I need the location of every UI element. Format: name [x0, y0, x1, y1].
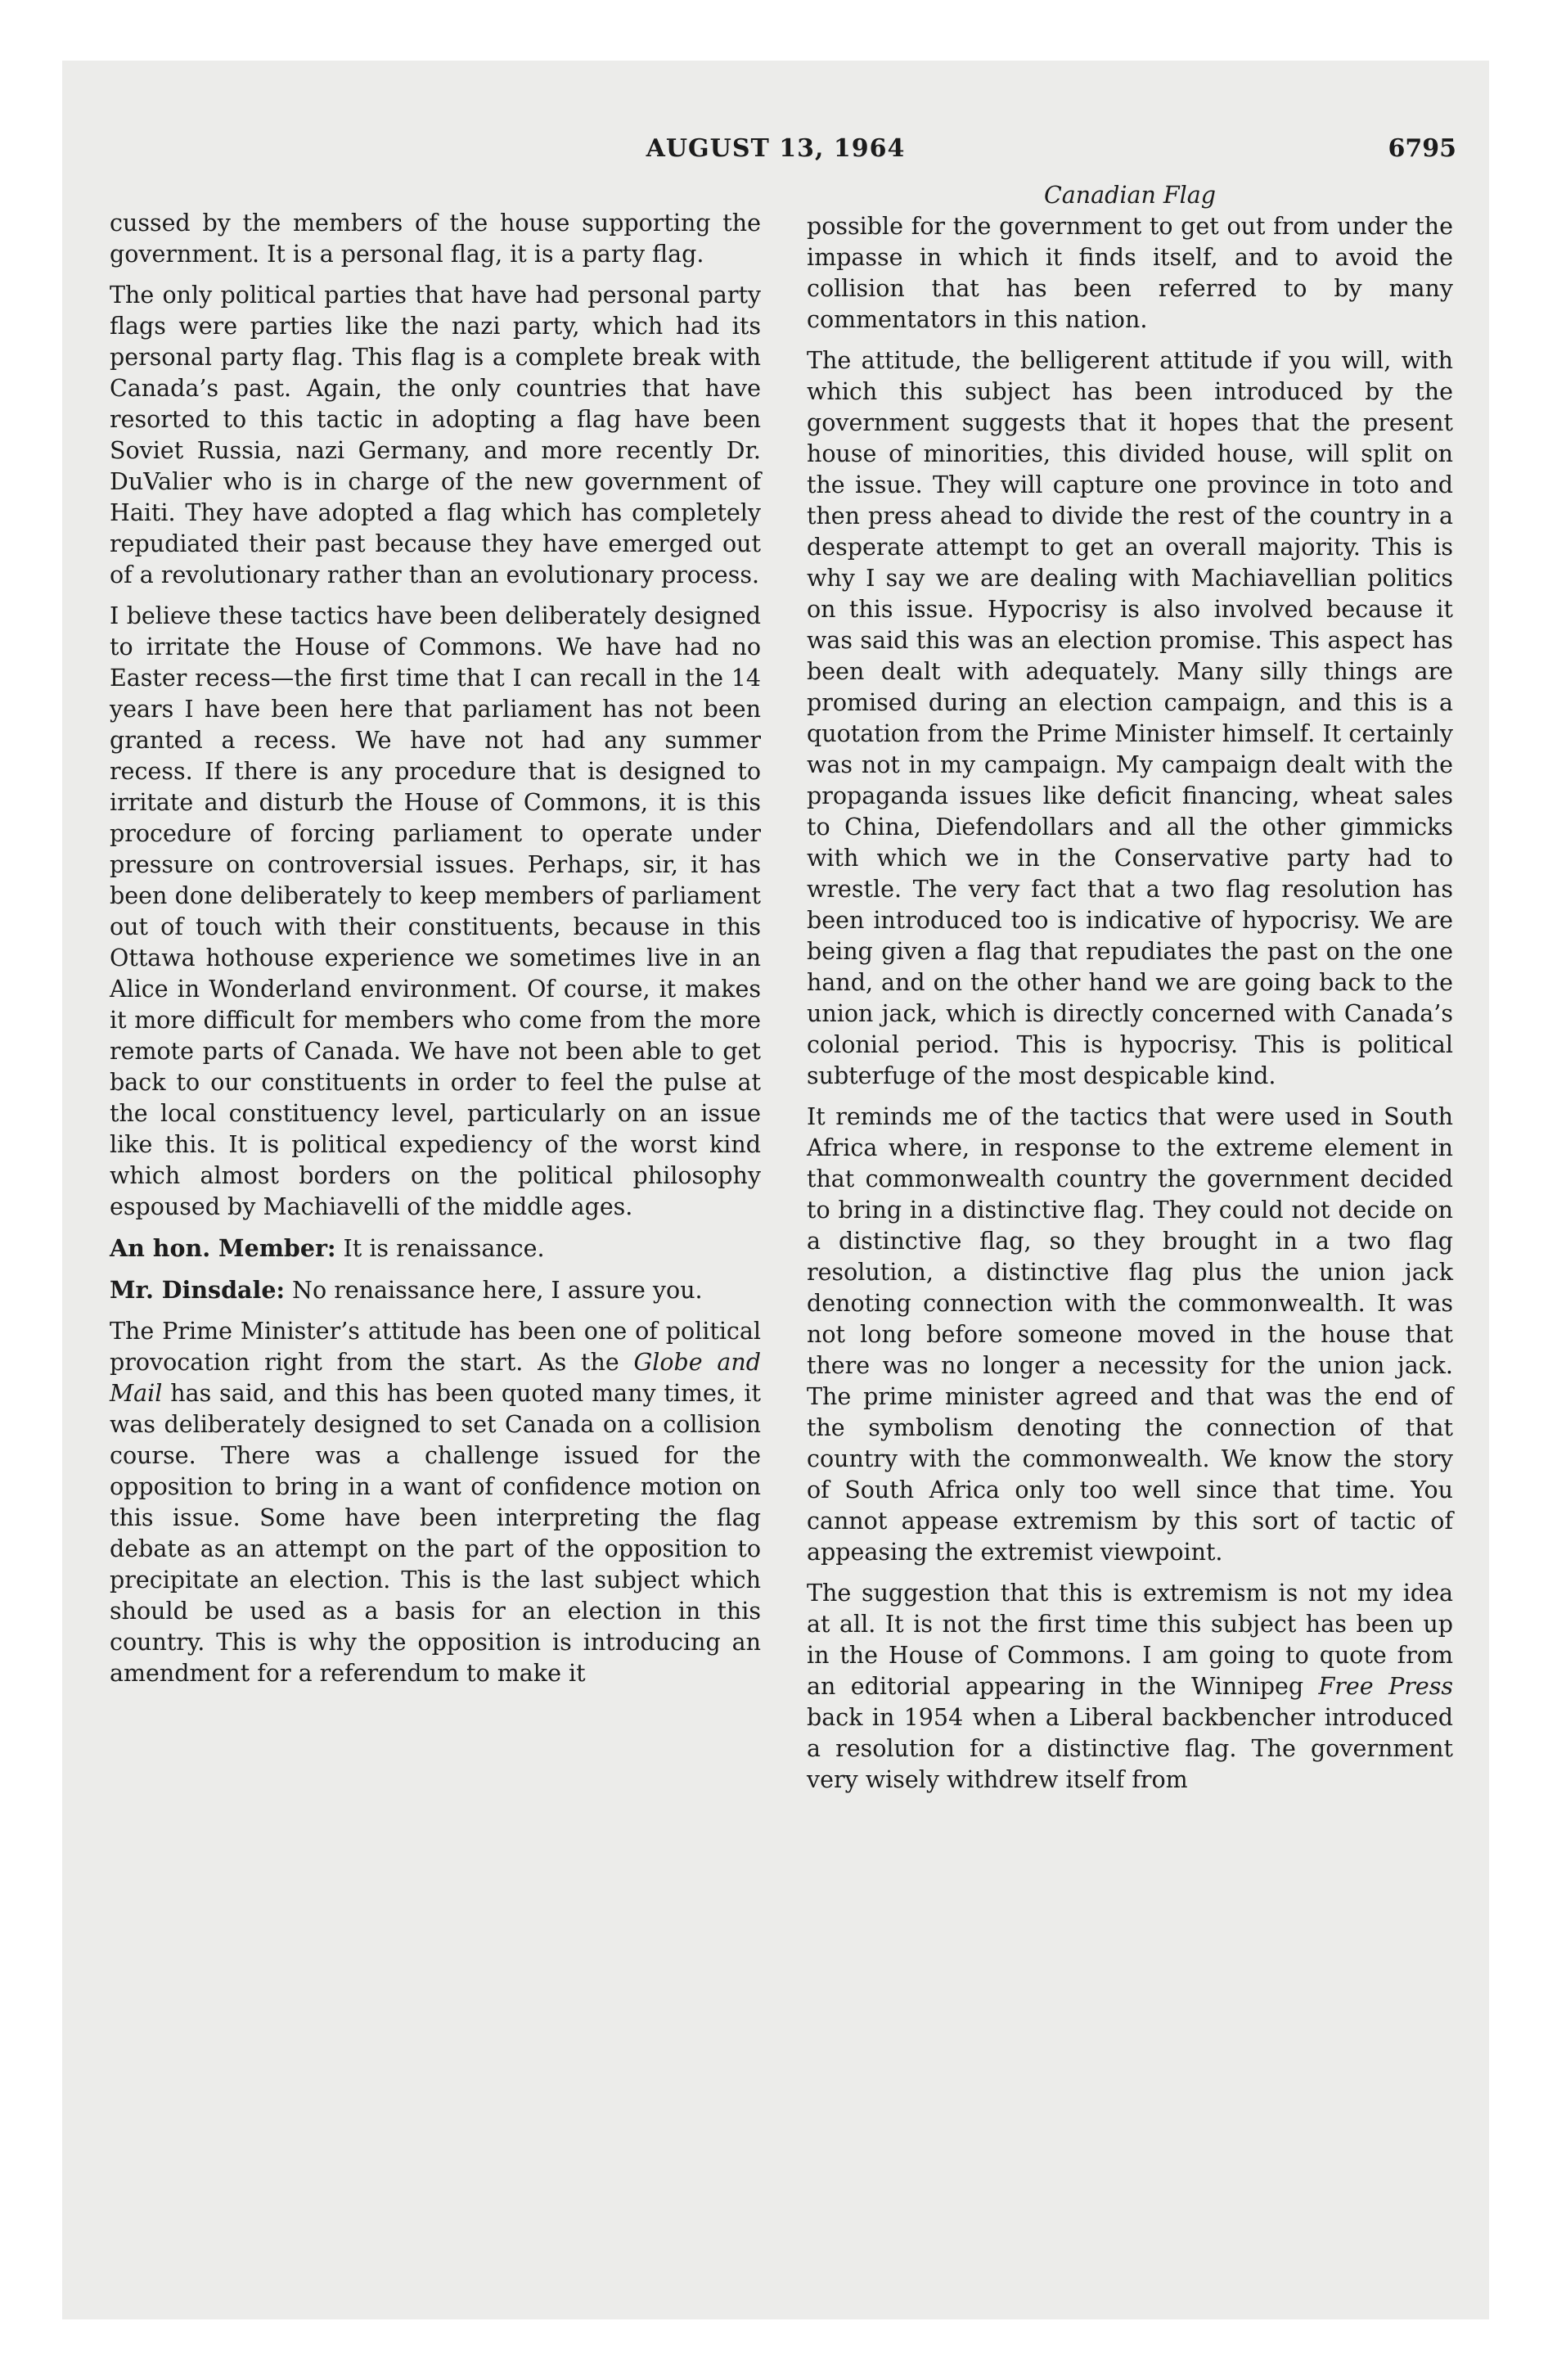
speaker-paragraph	[110, 1233, 761, 1264]
paragraph	[110, 1316, 761, 1689]
text-span: The Prime Minister’s attitude has been one of political provocation right from the start. As the	[110, 1318, 761, 1376]
document-page	[62, 61, 1489, 2319]
speech-text: No renaissance here, I assure you.	[284, 1277, 703, 1304]
page-number: 6795	[1388, 134, 1456, 163]
paragraph: The only political parties that have had personal party flags were parties like the nazi party, which had its personal party flag. This flag is a complete break with Canada’s past. Again, the only countries that have resorted to this tactic in adopting a flag have been Soviet Russia, nazi Germany, and more recently Dr. DuValier who is in charge of the new government of Haiti. They have adopted a flag which has completely repudiated their past because they have emerged out of a revolutionary rather than an evolutionary process.	[110, 282, 761, 588]
paragraph: possible for the government to get out from under the impasse in which it finds itself, and to avoid the collision that has been referred to by many commentators in this nation.	[807, 213, 1453, 333]
text-span: has said, and this has been quoted many times, it was deliberately designed to set Canada on a collision course. There was a challenge issued for the opposition to bring in a want of confidence motion on this issue. Some have been interpreting the flag debate as an attempt on the part of the opposition to precipitate an election. This is the last subject which should be used as a basis for an election in this country. This is why the opposition is introducing an amendment for a referendum to make it	[110, 1380, 761, 1687]
paragraph	[807, 1578, 1453, 1796]
text-span: The suggestion that this is extremism is not my idea at all. It is not the first time this subject has been up in the House of Commons. I am going to quote from an editorial appearing in the Winnipeg	[807, 1580, 1453, 1700]
speaker-label: Mr. Dinsdale:	[110, 1276, 285, 1304]
italic-title: Globe and Mail	[110, 1349, 761, 1407]
right-column	[807, 180, 1453, 1805]
paragraph: cussed by the members of the house supporting the government. It is a personal flag, it is a party flag.	[110, 210, 761, 268]
speaker-label: An hon. Member:	[110, 1234, 336, 1262]
speaker-paragraph	[110, 1274, 761, 1306]
italic-title: Free Press	[1318, 1673, 1453, 1700]
paragraph: It reminds me of the tactics that were used in South Africa where, in response to the extreme element in that commonwealth country the government decided to bring in a distinctive flag. They could not decide on a distinctive flag, so they brought in a two flag resolution, a distinctive flag plus the union jack denoting connection with the commonwealth. It was not long before someone moved in the house that there was no longer a necessity for the union jack. The prime minister agreed and that was the end of the symbolism denoting the connection of that country with the commonwealth. We know the story of South Africa only too well since that time. You cannot appease extremism by this sort of tactic of appeasing the extremist viewpoint.	[807, 1103, 1453, 1566]
paragraph: The attitude, the belligerent attitude if you will, with which this subject has been introduced by the government suggests that it hopes that the present house of minorities, this divided house, will split on the issue. They will capture one province in toto and then press ahead to divide the rest of the country in a desperate attempt to get an overall majority. This is why I say we are dealing with Machiavellian politics on this issue. Hypocrisy is also involved because it was said this was an election promise. This aspect has been dealt with adequately. Many silly things are promised during an election campaign, and this is a quotation from the Prime Minister himself. It certainly was not in my campaign. My campaign dealt with the propaganda issues like deficit financing, wheat sales to China, Diefendollars and all the other gimmicks with which we in the Conservative party had to wrestle. The very fact that a two flag resolution has been introduced too is indicative of hypocrisy. We are being given a flag that repudiates the past on the one hand, and on the other hand we are going back to the union jack, which is directly concerned with Canada’s colonial period. This is hypocrisy. This is political subterfuge of the most despicable kind.	[807, 347, 1453, 1089]
running-subject: Canadian Flag	[1043, 182, 1217, 209]
paragraph: I believe these tactics have been deliberately designed to irritate the House of Commons. We have had no Easter recess—the first time that I can recall in the 14 years I have been here that parliament has not been granted a recess. We have not had any summer recess. If there is any procedure that is designed to irritate and disturb the House of Commons, it is this procedure of forcing parliament to operate under pressure on controversial issues. Perhaps, sir, it has been done deliberately to keep members of parliament out of touch with their constituents, because in this Ottawa hothouse experience we sometimes live in an Alice in Wonderland environment. Of course, it makes it more difficult for members who come from the more remote parts of Canada. We have not been able to get back to our constituents in order to feel the pulse at the local constituency level, particularly on an issue like this. It is political expediency of the worst kind which almost borders on the political philosophy espoused by Machiavelli of the middle ages.	[110, 602, 761, 1220]
left-column	[110, 208, 761, 1699]
speech-text: It is renaissance.	[335, 1235, 545, 1262]
page-date: AUGUST 13, 1964	[646, 134, 906, 163]
text-span: back in 1954 when a Liberal backbencher introduced a resolution for a distinctive flag. The government very wisely withdrew itself from	[807, 1704, 1453, 1793]
